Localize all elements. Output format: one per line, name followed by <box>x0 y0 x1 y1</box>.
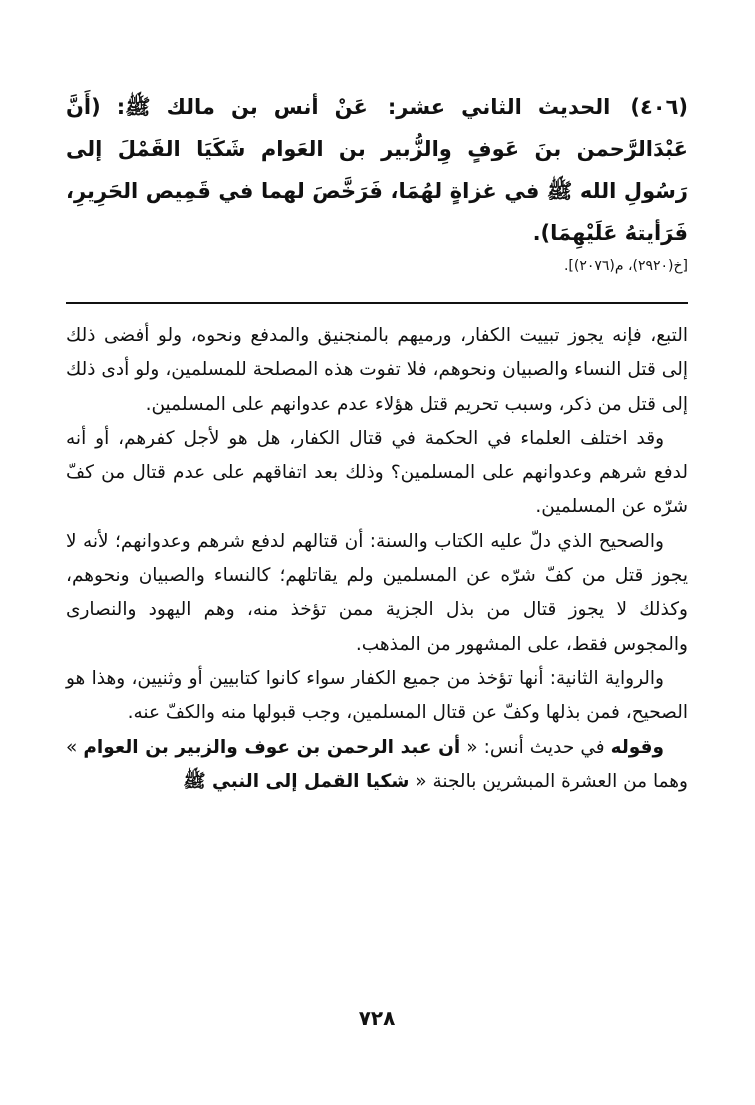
page-number: ٧٢٨ <box>358 1006 396 1030</box>
commentary-paragraph: والصحيح الذي دلّ عليه الكتاب والسنة: أن قتالهم لدفع شرهم وعدوانهم؛ لأنه لا يجوز قتل من كفّ شرّه عن المسلمين ولم يقاتلهم؛ كالنساء والصبيان ونحوهم، وكذلك لا يجوز قتال من بذل الجزية ممن تؤخذ منه، وهم اليهود والنصارى والمجوس فقط، على المشهور من المذهب. <box>66 530 688 655</box>
commentary-intro: في حديث أنس: « <box>460 736 611 758</box>
hadith-reference: [خ(٢٩٢٠)، م(٢٠٧٦)]. <box>563 258 688 274</box>
commentary-lead: وقوله <box>610 736 665 758</box>
hadith-text: (أَنَّ عَبْدَالرَّحمن بنَ عَوفٍ وِالزُّبير بن العَوام شَكَيَا القَمْلَ إلى رَسُولِ الله ﷺ في غزاةٍ لهُمَا، فَرَخَّصَ لهما في قَمِيص الحَرِيرِ، فَرَأيتهُ عَلَيْهِمَا). <box>66 95 688 245</box>
book-page <box>66 86 688 1046</box>
hadith-number: (٤٠٦) <box>630 95 689 119</box>
commentary-mid: » وهما من العشرة المبشرين بالجنة « <box>66 736 688 792</box>
hadith-block <box>66 86 688 254</box>
hadith-narrator: عَنْ أنس بن مالك ﷺ: <box>116 95 368 119</box>
footnote-divider <box>66 302 688 304</box>
commentary-paragraph: وقد اختلف العلماء في الحكمة في قتال الكفار، هل هو لأجل كفرهم، أو أنه لدفع شرهم وعدوانهم على المسلمين؟ وذلك بعد اتفاقهم على عدم قتال من كفّ شرّه عن المسلمين. <box>66 427 688 518</box>
commentary <box>66 319 688 799</box>
commentary-paragraph: والرواية الثانية: أنها تؤخذ من جميع الكفار سواء كانوا كتابيين أو وثنيين، وهذا هو الصحيح، فمن بذلها وكفّ عن قتال المسلمين، وجب قبولها منه والكفّ عنه. <box>66 667 688 724</box>
commentary-quote: أن عبد الرحمن بن عوف والزبير بن العوام <box>83 736 461 758</box>
commentary-paragraph: التبع، فإنه يجوز تبييت الكفار، ورميهم بالمنجنيق والمدفع ونحوه، ولو أفضى ذلك إلى قتل النساء والصبيان ونحوهم، فلا تفوت هذه المصلحة للمسلمين، ولو أدى ذلك إلى قتل من ذكر، وسبب تحريم قتل هؤلاء عدم عدوانهم على المسلمين. <box>66 325 688 415</box>
commentary-paragraph <box>66 731 688 800</box>
commentary-quote: شكيا القمل إلى النبي ﷺ <box>183 770 410 792</box>
hadith-heading: الحديث الثاني عشر: <box>387 95 611 119</box>
